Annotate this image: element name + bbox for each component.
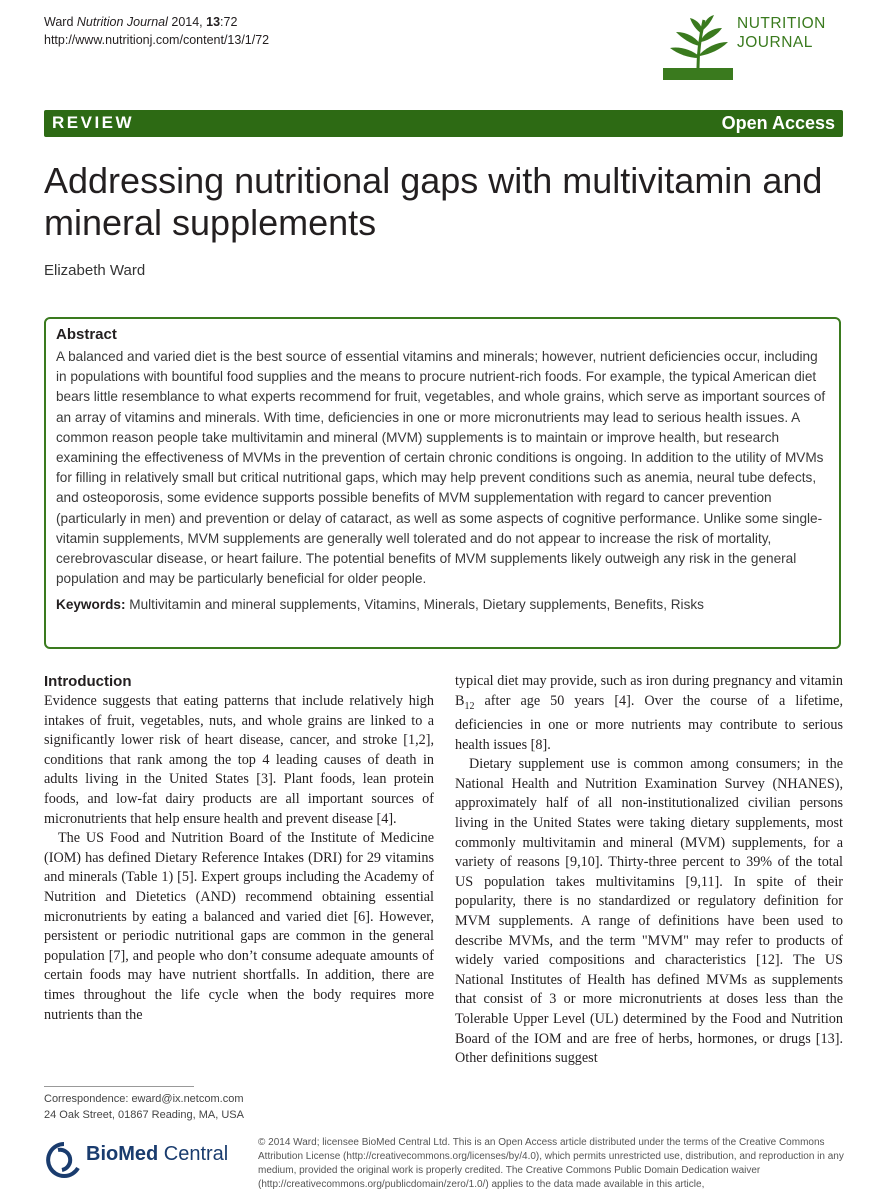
publisher-name: BioMed Central <box>86 1143 229 1165</box>
paragraph: The US Food and Nutrition Board of the Institute of Medicine (IOM) has defined Dietary Reference Intakes (DRI) for 29 vitamins and minerals (Table 1) [5]. Expert groups including the Academy of Nutrition and Dietetics (AND) recommend obtaining essential micronutrients by eating a balanced and varied diet [6]. However, persistent or periodic nutritional gaps are common in the general population [7], and people who don’t consume adequate amounts of certain foods may have nutrient shortfalls. In addition, there are times throughout the life cycle when the body requires more nutrients than the <box>44 830 434 1023</box>
journal-logo-text: NUTRITION JOURNAL <box>737 15 826 51</box>
footnote-divider <box>44 1086 194 1087</box>
article-url[interactable]: http://www.nutritionj.com/content/13/1/72 <box>44 33 270 47</box>
citation-line: Ward Nutrition Journal 2014, 13:72 <box>44 15 238 29</box>
abstract-text: A balanced and varied diet is the best source of essential vitamins and minerals; however, nutrient deficiencies occur, including in populations with bountiful food supplies and the means to procure nutrient-rich foods. For example, the typical American diet bears little resemblance to what experts recommend for fruit, vegetables, and whole grains, which serve as important sources of an array of vitamins and minerals. With time, deficiencies in one or more micronutrients may lead to serious health issues. A common reason people take multivitamin and mineral (MVM) supplements is to maintain or improve health, but research examining the effectiveness of MVMs in the prevention of certain chronic conditions is ongoing. In addition to the utility of MVMs for filling in relatively small but critical nutritional gaps, which may help prevent conditions such as anemia, neural tube defects, and osteoporosis, some evidence supports possible benefits of MVM supplementation with regard to cancer prevention (particularly in men) and prevention or delay of cataract, as well as some aspects of cognitive performance. Unlike some single-vitamin supplements, MVM supplements are generally well tolerated and do not appear to increase the risk of mortality, cerebrovascular disease, or heart failure. The potential benefits of MVM supplements likely outweigh any risk in the general population and may be particularly beneficial for older people. <box>56 349 826 587</box>
body-column-left <box>44 672 434 1025</box>
correspondence <box>44 1091 244 1123</box>
abstract-heading: Abstract <box>56 326 117 343</box>
paragraph: typical diet may provide, such as iron during pregnancy and vitamin $B_{12}$ after age 50 years [4]. Over the course of a lifetime, deficiencies in one or more nutrients may contribute to serious health issues [8]. <box>455 673 843 753</box>
body-column-right <box>455 672 843 1069</box>
open-access-label: Open Access <box>721 113 835 133</box>
running-header <box>44 13 269 49</box>
paragraph: Evidence suggests that eating patterns that include relatively high intakes of fruit, vegetables, nuts, and whole grains are linked to a significantly lower risk of heart disease, cancer, and stroke [1,2], conditions that rank among the top 4 leading causes of death in adults living in the United States [3]. Plant foods, lean protein foods, and low-fat dairy products are all important sources of micronutrients that help ensure health and prevent disease [4]. <box>44 693 434 827</box>
correspondence-address: 24 Oak Street, 01867 Reading, MA, USA <box>44 1109 244 1121</box>
article-type-label: REVIEW <box>52 113 135 132</box>
keywords: Keywords: Multivitamin and mineral supplements, Vitamins, Minerals, Dietary supplements, Benefits, Risks <box>56 597 704 613</box>
paragraph: Dietary supplement use is common among consumers; in the National Health and Nutrition Examination Survey (NHANES), approximately half of all non-institutionalized civilian persons living in the United States were taking dietary supplements, most commonly multivitamin and mineral (MVM) supplements, for a variety of reasons [9,10]. Thirty-three percent to 39% of the total US population takes multivitamins [9,11]. In spite of their popularity, there is no standardized or regulatory definition for MVM supplements. A range of definitions have been used to describe MVMs, and the term "MVM" may refer to products of widely varied compositions and characteristics [12]. The US National Institutes of Health has defined MVMs as supplements that consist of 3 or more micronutrients at doses less than the Tolerable Upper Level (UL) determined by the Food and Nutrition Board of the IOM and are free of herbs, hormones, or drugs [13]. Other definitions suggest <box>455 756 843 1067</box>
author-name: Elizabeth Ward <box>44 262 146 279</box>
abstract-box <box>44 317 841 649</box>
article-title: Addressing nutritional gaps with multivitamin and mineral supplements <box>44 160 823 243</box>
license-text: © 2014 Ward; licensee BioMed Central Ltd. This is an Open Access article distributed under the terms of the Creative Commons Attribution License (http://creativecommons.org/licenses/by/4.0), which permits unrestricted use, distribution, and reproduction in any medium, provided the original work is properly credited. The Creative Commons Public Domain Dedication waiver (http://creativecommons.org/publicdomain/zero/1.0/) applies to the data made available in this article, <box>258 1137 844 1190</box>
article-type-bar <box>44 110 843 137</box>
section-heading-introduction: Introduction <box>44 673 132 690</box>
correspondence-email[interactable]: Correspondence: eward@ix.netcom.com <box>44 1093 244 1105</box>
